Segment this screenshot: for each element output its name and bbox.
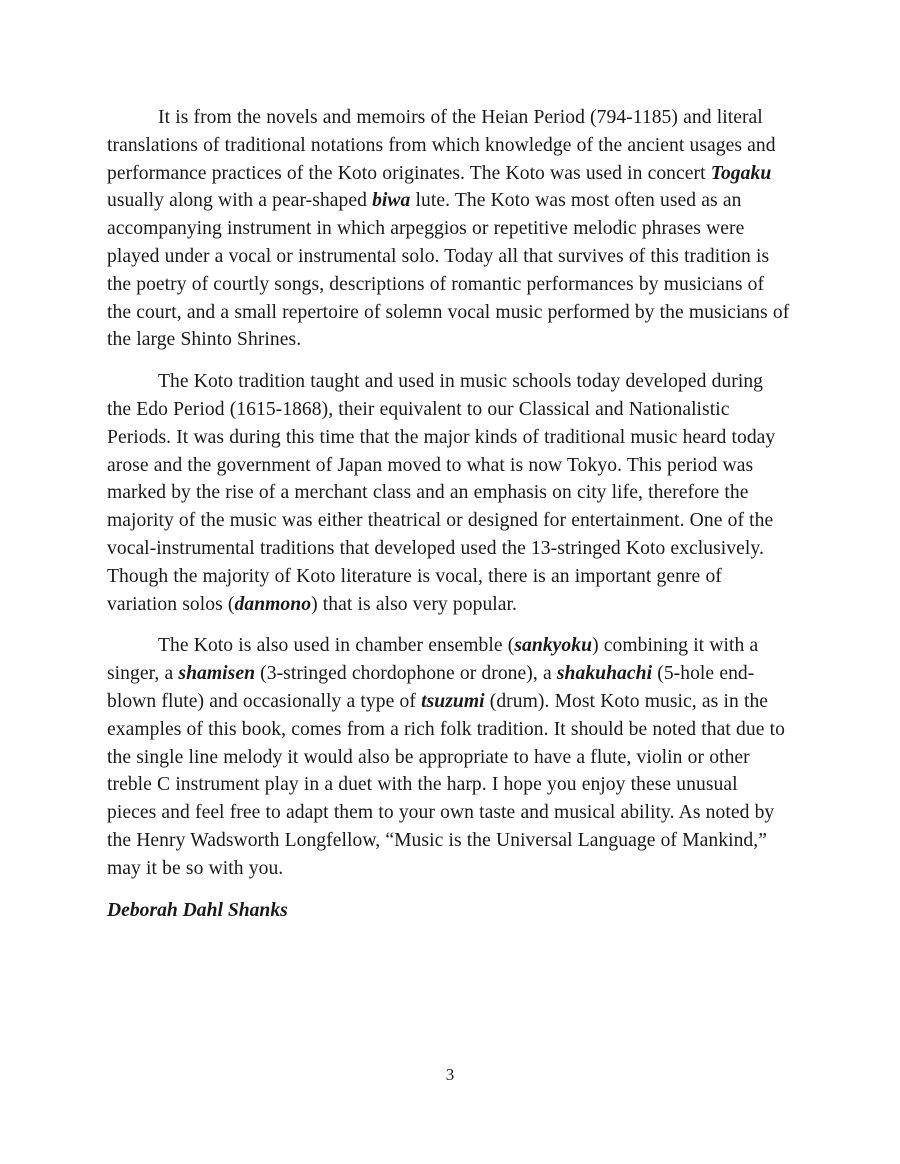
document-body (107, 104, 791, 924)
paragraph-text: usually along with a pear-shaped (107, 190, 373, 212)
paragraph-heian-period (107, 104, 791, 354)
term-danmono: danmono (234, 593, 312, 615)
paragraph-text: It is from the novels and memoirs of the Heian Period (794-1185) and literal translations of traditional notations from which knowledge of the ancient usages and performance practices of the Koto originates. The Koto was used in concert (107, 107, 776, 184)
paragraph-chamber-ensemble (107, 632, 791, 882)
paragraph-text: The Koto tradition taught and used in music schools today developed during the Edo Period (1615-1868), their equivalent to our Classical and Nationalistic Periods. It was during this time that the major kinds of traditional music heard today arose and the government of Japan moved to what is now Tokyo. This period was marked by the rise of a merchant class and an emphasis on city life, therefore the majority of the music was either theatrical or designed for entertainment. One of the vocal-instrumental traditions that developed used the 13-stringed Koto exclusively. Though the majority of Koto literature is vocal, there is an important genre of variation solos ( (107, 371, 776, 615)
paragraph-text: (3-stringed chordophone or drone), a (255, 663, 557, 685)
paragraph-text: (drum). Most Koto music, as in the examples of this book, comes from a rich folk tradition. It should be noted that due to the single line melody it would also be appropriate to have a flute, violin or other treble C instrument play in a duet with the harp. I hope you enjoy these unusual pieces and feel free to adapt them to your own taste and musical ability. As noted by the Henry Wadsworth Longfellow, “Music is the Universal Language of Mankind,” may it be so with you. (107, 690, 785, 879)
term-sankyoku: sankyoku (514, 635, 593, 657)
paragraph-text: (5-hole end-blown flute) and occasionally a type of (107, 663, 755, 712)
paragraph-text: lute. The Koto was most often used as an accompanying instrument in which arpeggios or repetitive melodic phrases were played under a vocal or instrumental solo. Today all that survives of this tradition is the poetry of courtly songs, descriptions of romantic performances by musicians of the court, and a small repertoire of solemn vocal music performed by the musicians of the large Shinto Shrines. (107, 190, 790, 351)
paragraph-text: ) that is also very popular. (311, 593, 517, 615)
paragraph-text: ) combining it with a singer, a (107, 635, 759, 685)
term-shamisen: shamisen (178, 663, 256, 685)
author-signature: Deborah Dahl Shanks (107, 899, 288, 921)
paragraph-edo-period (107, 368, 791, 618)
paragraph-text: The Koto is also used in chamber ensemble ( (158, 635, 515, 657)
term-togaku: Togaku (710, 162, 772, 184)
term-shakuhachi: shakuhachi (556, 663, 653, 685)
term-biwa: biwa (372, 190, 411, 212)
page-number: 3 (445, 1065, 455, 1084)
term-tsuzumi: tsuzumi (421, 690, 485, 712)
